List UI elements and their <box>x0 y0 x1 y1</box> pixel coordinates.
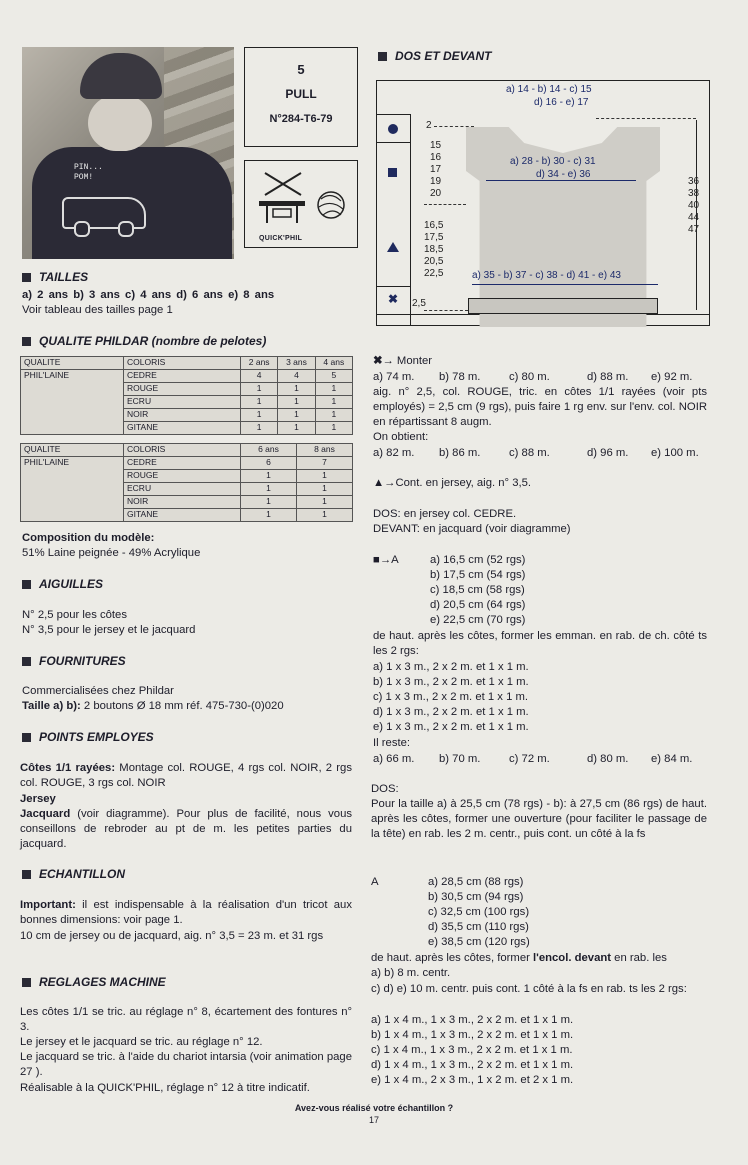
table-cell: 1 <box>241 409 278 422</box>
mark-2: 2 <box>426 120 432 131</box>
table-cell: 1 <box>241 496 297 509</box>
jacquard-text: (voir diagramme). Pour plus de facilité, nous vous conseillons de rebroder au pt de m. les petites parties du jacquard. <box>20 808 352 851</box>
triangle-arrow-icon: ▲→ <box>373 477 396 489</box>
table-cell: 1 <box>241 470 297 483</box>
table-cell: ROUGE <box>124 470 241 483</box>
reste-value: e) 84 m. <box>651 753 693 765</box>
monter-value: c) 80 m. <box>509 371 550 383</box>
quickphil-box <box>244 160 358 248</box>
obtient-value: a) 82 m. <box>373 447 415 459</box>
table-cell: 1 <box>297 470 353 483</box>
rab-value: a) 1 x 3 m., 2 x 2 m. et 1 x 1 m. <box>373 661 529 673</box>
reglages-p2: Le jersey et le jacquard se tric. au réglage n° 12. <box>20 1036 263 1048</box>
col-header-qualite: QUALITE <box>21 444 124 457</box>
qualite-heading-text: QUALITE PHILDAR (nombre de pelotes) <box>39 334 267 348</box>
monter-label: Monter <box>396 355 433 367</box>
obtient-label: On obtient: <box>373 431 429 443</box>
table-cell: 5 <box>315 370 352 383</box>
qualite-heading <box>22 334 266 348</box>
square-arrow-icon: ■→ <box>373 554 392 566</box>
cont-line <box>373 476 531 491</box>
table-cell: 1 <box>315 396 352 409</box>
quality-name: PHIL'LAINE <box>21 457 124 522</box>
aiguilles-heading-text: AIGUILLES <box>39 577 104 591</box>
echantillon-heading-text: ECHANTILLON <box>39 867 125 881</box>
cotes-text: Montage col. ROUGE, 4 rgs col. NOIR, 2 rgs col. ROUGE, 3 rgs col. NOIR <box>20 762 352 790</box>
tailles-heading-text: TAILLES <box>39 270 89 284</box>
table-cell: GITANE <box>124 422 241 435</box>
height-value: a) 16,5 cm (52 rgs) <box>430 554 526 566</box>
divider <box>376 114 410 115</box>
col-header-coloris: COLORIS <box>124 444 241 457</box>
table-cell: 1 <box>241 422 278 435</box>
monter-line <box>373 354 432 369</box>
reste-value: c) 72 m. <box>509 753 550 765</box>
pattern-type: PULL <box>285 87 317 101</box>
tailles-heading <box>22 270 88 284</box>
table-cell: ECRU <box>124 483 241 496</box>
obtient-value: b) 86 m. <box>439 447 481 459</box>
table-cell: NOIR <box>124 409 241 422</box>
footer-question: Avez-vous réalisé votre échantillon ? <box>294 1103 454 1113</box>
hem-width-label: a) 35 - b) 37 - c) 38 - d) 41 - e) 43 <box>472 270 621 281</box>
circle-marker-icon <box>388 124 398 134</box>
table-cell: CEDRE <box>124 370 241 383</box>
square-bullet-icon <box>378 52 387 61</box>
square-bullet-icon <box>22 273 31 282</box>
aiguilles-line-1: N° 2,5 pour les côtes <box>22 609 127 621</box>
wheel-right <box>118 221 134 237</box>
composition-title: Composition du modèle: <box>22 532 155 544</box>
wheel-left <box>74 221 90 237</box>
reglages-heading <box>22 975 166 989</box>
obtient-value: d) 96 m. <box>587 447 629 459</box>
a2-label: A <box>371 876 379 888</box>
rab2-value: c) 1 x 4 m., 1 x 3 m., 2 x 2 m. et 1 x 1 m. <box>371 1044 573 1056</box>
armhole-value: 17 <box>430 164 442 175</box>
table-cell: 4 <box>241 370 278 383</box>
table-cell: 1 <box>315 383 352 396</box>
reste-value: b) 70 m. <box>439 753 481 765</box>
fournitures-buttons: 2 boutons Ø 18 mm réf. 475-730-(0)020 <box>80 700 284 712</box>
rab-value: c) 1 x 3 m., 2 x 2 m. et 1 x 1 m. <box>373 691 529 703</box>
child-photo <box>22 47 234 259</box>
height-value: e) 22,5 cm (70 rgs) <box>430 614 526 626</box>
square-bullet-icon <box>22 733 31 742</box>
table-cell: 6 <box>241 457 297 470</box>
col-header-size: 8 ans <box>297 444 353 457</box>
yarn-table-1 <box>20 356 353 435</box>
rab2-value: e) 1 x 4 m., 2 x 3 m., 1 x 2 m. et 2 x 1 m. <box>371 1074 574 1086</box>
fournitures-heading-text: FOURNITURES <box>39 654 126 668</box>
jacquard-paragraph <box>20 807 352 853</box>
length-value: 47 <box>688 224 700 235</box>
important-text: il est indispensable à la réalisation d'un tricot aux bonnes dimensions: voir page 1. <box>20 899 352 927</box>
reglages-p1: Les côtes 1/1 se tric. au réglage n° 8, écartement des fontures n° 3. <box>20 1006 352 1034</box>
knit-cap <box>80 53 162 99</box>
body-height-value: 16,5 <box>424 220 444 231</box>
sweater-text: PIN... POM! <box>74 163 103 182</box>
height-value: d) 20,5 cm (64 rgs) <box>430 599 526 611</box>
rib-height-value: 2,5 <box>412 298 426 309</box>
table-cell: 1 <box>315 409 352 422</box>
reste-value: d) 80 m. <box>587 753 629 765</box>
armhole-value: 16 <box>430 152 442 163</box>
reglages-p3: Le jacquard se tric. à l'aide du chariot intarsia (voir animation page 27 ). <box>20 1051 352 1079</box>
devant-line: DEVANT: en jacquard (voir diagramme) <box>373 523 571 535</box>
jersey-label: Jersey <box>20 793 56 805</box>
table-cell: 1 <box>297 509 353 522</box>
square-bullet-icon <box>22 978 31 987</box>
table-cell: ROUGE <box>124 383 241 396</box>
table-cell: ECRU <box>124 396 241 409</box>
square-bullet-icon <box>22 337 31 346</box>
points-heading <box>22 730 154 744</box>
rab2-value: b) 1 x 4 m., 1 x 3 m., 2 x 2 m. et 1 x 1 m. <box>371 1029 574 1041</box>
table-cell: 1 <box>241 396 278 409</box>
height2-value: b) 30,5 cm (94 rgs) <box>428 891 524 903</box>
aig-paragraph: aig. n° 2,5, col. ROUGE, tric. en côtes 1/1 rayées (voir pts employés) = 2,5 cm (9 rgs), puis faire 1 rg env. sur l'env. col. NOIR en répartissant 8 augm. <box>373 386 707 429</box>
emman-paragraph: de haut. après les côtes, former les emman. en rab. de ch. côté ts les 2 rgs: <box>373 630 707 658</box>
cross-marker-icon: ✖ <box>388 292 399 306</box>
table-cell: 1 <box>241 483 297 496</box>
important-label: Important: <box>20 899 76 911</box>
quality-name: PHIL'LAINE <box>21 370 124 435</box>
jacquard-label: Jacquard <box>20 808 71 820</box>
yarn-ball-icon <box>318 192 344 218</box>
rib-band <box>468 298 658 314</box>
length-arrow-line <box>696 120 697 310</box>
encol-pre: de haut. après les côtes, former <box>371 952 534 964</box>
square-marker-icon <box>388 168 397 177</box>
table-cell: 1 <box>315 422 352 435</box>
pattern-id-box <box>244 47 358 147</box>
fournitures-size-label: Taille a) b): <box>22 700 81 712</box>
obtient-value: c) 88 m. <box>509 447 550 459</box>
armhole-value: 19 <box>430 176 442 187</box>
a-marker-line <box>373 553 399 568</box>
height2-value: c) 32,5 cm (100 rgs) <box>428 906 530 918</box>
table-cell: 1 <box>241 383 278 396</box>
cross-arrow-icon: ✖→ <box>373 355 397 367</box>
table-cell: 1 <box>278 409 315 422</box>
square-bullet-icon <box>22 657 31 666</box>
encol-post: en rab. les <box>611 952 667 964</box>
armhole-line <box>424 204 466 205</box>
dos-devant-heading <box>378 49 491 63</box>
rab-value: b) 1 x 3 m., 2 x 2 m. et 1 x 1 m. <box>373 676 529 688</box>
rab-value: d) 1 x 3 m., 2 x 2 m. et 1 x 1 m. <box>373 706 529 718</box>
divider <box>376 142 410 143</box>
hem-arrow-line <box>472 284 658 285</box>
reste-label: Il reste: <box>373 737 411 749</box>
rab2-value: a) 1 x 4 m., 1 x 3 m., 2 x 2 m. et 1 x 1 m. <box>371 1014 574 1026</box>
height-value: c) 18,5 cm (58 rgs) <box>430 584 525 596</box>
echantillon-heading <box>22 867 125 881</box>
table-cell: 1 <box>241 509 297 522</box>
rab-value: e) 1 x 3 m., 2 x 2 m. et 1 x 1 m. <box>373 721 529 733</box>
table-cell: 4 <box>278 370 315 383</box>
fournitures-heading <box>22 654 126 668</box>
points-heading-text: POINTS EMPLOYES <box>39 730 154 744</box>
reglages-heading-text: REGLAGES MACHINE <box>39 975 166 989</box>
height-value: b) 17,5 cm (54 rgs) <box>430 569 526 581</box>
encol-ab: a) b) 8 m. centr. <box>371 967 451 979</box>
armhole-value: 15 <box>430 140 442 151</box>
body-height-value: 18,5 <box>424 244 444 255</box>
table-cell: CEDRE <box>124 457 241 470</box>
top-line <box>596 118 696 119</box>
height2-value: d) 35,5 cm (110 rgs) <box>428 921 529 933</box>
square-bullet-icon <box>22 580 31 589</box>
child-face <box>88 95 152 151</box>
triangle-marker-icon <box>387 242 399 252</box>
chest-arrow-line <box>486 180 636 181</box>
page-number: 17 <box>368 1115 379 1125</box>
height2-value: a) 28,5 cm (88 rgs) <box>428 876 524 888</box>
fournitures-line-2 <box>22 699 284 714</box>
aiguilles-heading <box>22 577 103 591</box>
col-header-size: 2 ans <box>241 357 278 370</box>
col-header-qualite: QUALITE <box>21 357 124 370</box>
monter-value: d) 88 m. <box>587 371 629 383</box>
length-value: 44 <box>688 212 700 223</box>
body-height-value: 22,5 <box>424 268 444 279</box>
height2-value: e) 38,5 cm (120 rgs) <box>428 936 530 948</box>
encol-line <box>371 951 667 966</box>
important-paragraph <box>20 898 352 928</box>
table-cell: 1 <box>278 383 315 396</box>
neck-width-line-1: a) 14 - b) 14 - c) 15 <box>506 84 592 95</box>
col-header-coloris: COLORIS <box>124 357 241 370</box>
cotes-label: Côtes 1/1 rayées: <box>20 762 116 774</box>
dos2-label: DOS: <box>371 783 399 795</box>
body-height-value: 20,5 <box>424 256 444 267</box>
gauge-text: 10 cm de jersey ou de jacquard, aig. n° 3,5 = 23 m. et 31 rgs <box>20 930 324 942</box>
monter-value: a) 74 m. <box>373 371 415 383</box>
composition-text: 51% Laine peignée - 49% Acrylique <box>22 547 201 559</box>
monter-value: e) 92 m. <box>651 371 693 383</box>
chest-width-line-2: d) 34 - e) 36 <box>536 169 591 180</box>
yarn-table-2 <box>20 443 353 522</box>
dos-line: DOS: en jersey col. CEDRE. <box>373 508 517 520</box>
table-cell: 1 <box>297 496 353 509</box>
length-value: 36 <box>688 176 700 187</box>
sizes-note: Voir tableau des tailles page 1 <box>22 304 173 316</box>
obtient-value: e) 100 m. <box>651 447 699 459</box>
encol-label: l'encol. devant <box>533 952 612 964</box>
divider <box>376 286 410 287</box>
length-value: 40 <box>688 200 700 211</box>
col-header-size: 3 ans <box>278 357 315 370</box>
body-height-value: 17,5 <box>424 232 444 243</box>
sizes-line: a) 2 ans b) 3 ans c) 4 ans d) 6 ans e) 8 ans <box>22 289 275 301</box>
dos2-paragraph: Pour la taille a) à 25,5 cm (78 rgs) - b): à 27,5 cm (86 rgs) de haut. après les côtes, former une ouverture (pour faciliter le passage de la tête) en rab. les 2 m. centr., puis cont. un côté à la fs <box>371 798 707 841</box>
col-header-size: 4 ans <box>315 357 352 370</box>
rab2-value: d) 1 x 4 m., 1 x 3 m., 2 x 2 m. et 1 x 1 m. <box>371 1059 574 1071</box>
quickphil-label: QUICK'PHIL <box>259 235 303 242</box>
table-cell: 1 <box>278 396 315 409</box>
table-cell: NOIR <box>124 496 241 509</box>
length-value: 38 <box>688 188 700 199</box>
a-label: A <box>391 554 399 566</box>
dos-devant-heading-text: DOS ET DEVANT <box>395 49 492 63</box>
table-cell: GITANE <box>124 509 241 522</box>
reglages-p4: Réalisable à la QUICK'PHIL, réglage n° 12 à titre indicatif. <box>20 1082 310 1094</box>
schematic-diagram <box>376 80 710 326</box>
cotes-paragraph <box>20 761 352 791</box>
square-bullet-icon <box>22 870 31 879</box>
cont-text: Cont. en jersey, aig. n° 3,5. <box>395 477 532 489</box>
encol-cde: c) d) e) 10 m. centr. puis cont. 1 côté à la fs en rab. ts les 2 rgs: <box>371 983 687 995</box>
armhole-value: 20 <box>430 188 442 199</box>
neck-depth-line <box>434 126 474 127</box>
neck-width-line-2: d) 16 - e) 17 <box>534 97 589 108</box>
chest-width-line-1: a) 28 - b) 30 - c) 31 <box>510 156 596 167</box>
rib-line <box>424 310 468 311</box>
fournitures-line-1: Commercialisées chez Phildar <box>22 685 174 697</box>
monter-value: b) 78 m. <box>439 371 481 383</box>
table-cell: 1 <box>297 483 353 496</box>
table-cell: 1 <box>278 422 315 435</box>
knitting-machine-icon <box>245 161 357 233</box>
pattern-number: 5 <box>297 62 305 77</box>
aiguilles-line-2: N° 3,5 pour le jersey et le jacquard <box>22 624 196 636</box>
pattern-ref: N°284-T6-79 <box>269 113 333 125</box>
table-cell: 7 <box>297 457 353 470</box>
col-header-size: 6 ans <box>241 444 297 457</box>
reste-value: a) 66 m. <box>373 753 415 765</box>
